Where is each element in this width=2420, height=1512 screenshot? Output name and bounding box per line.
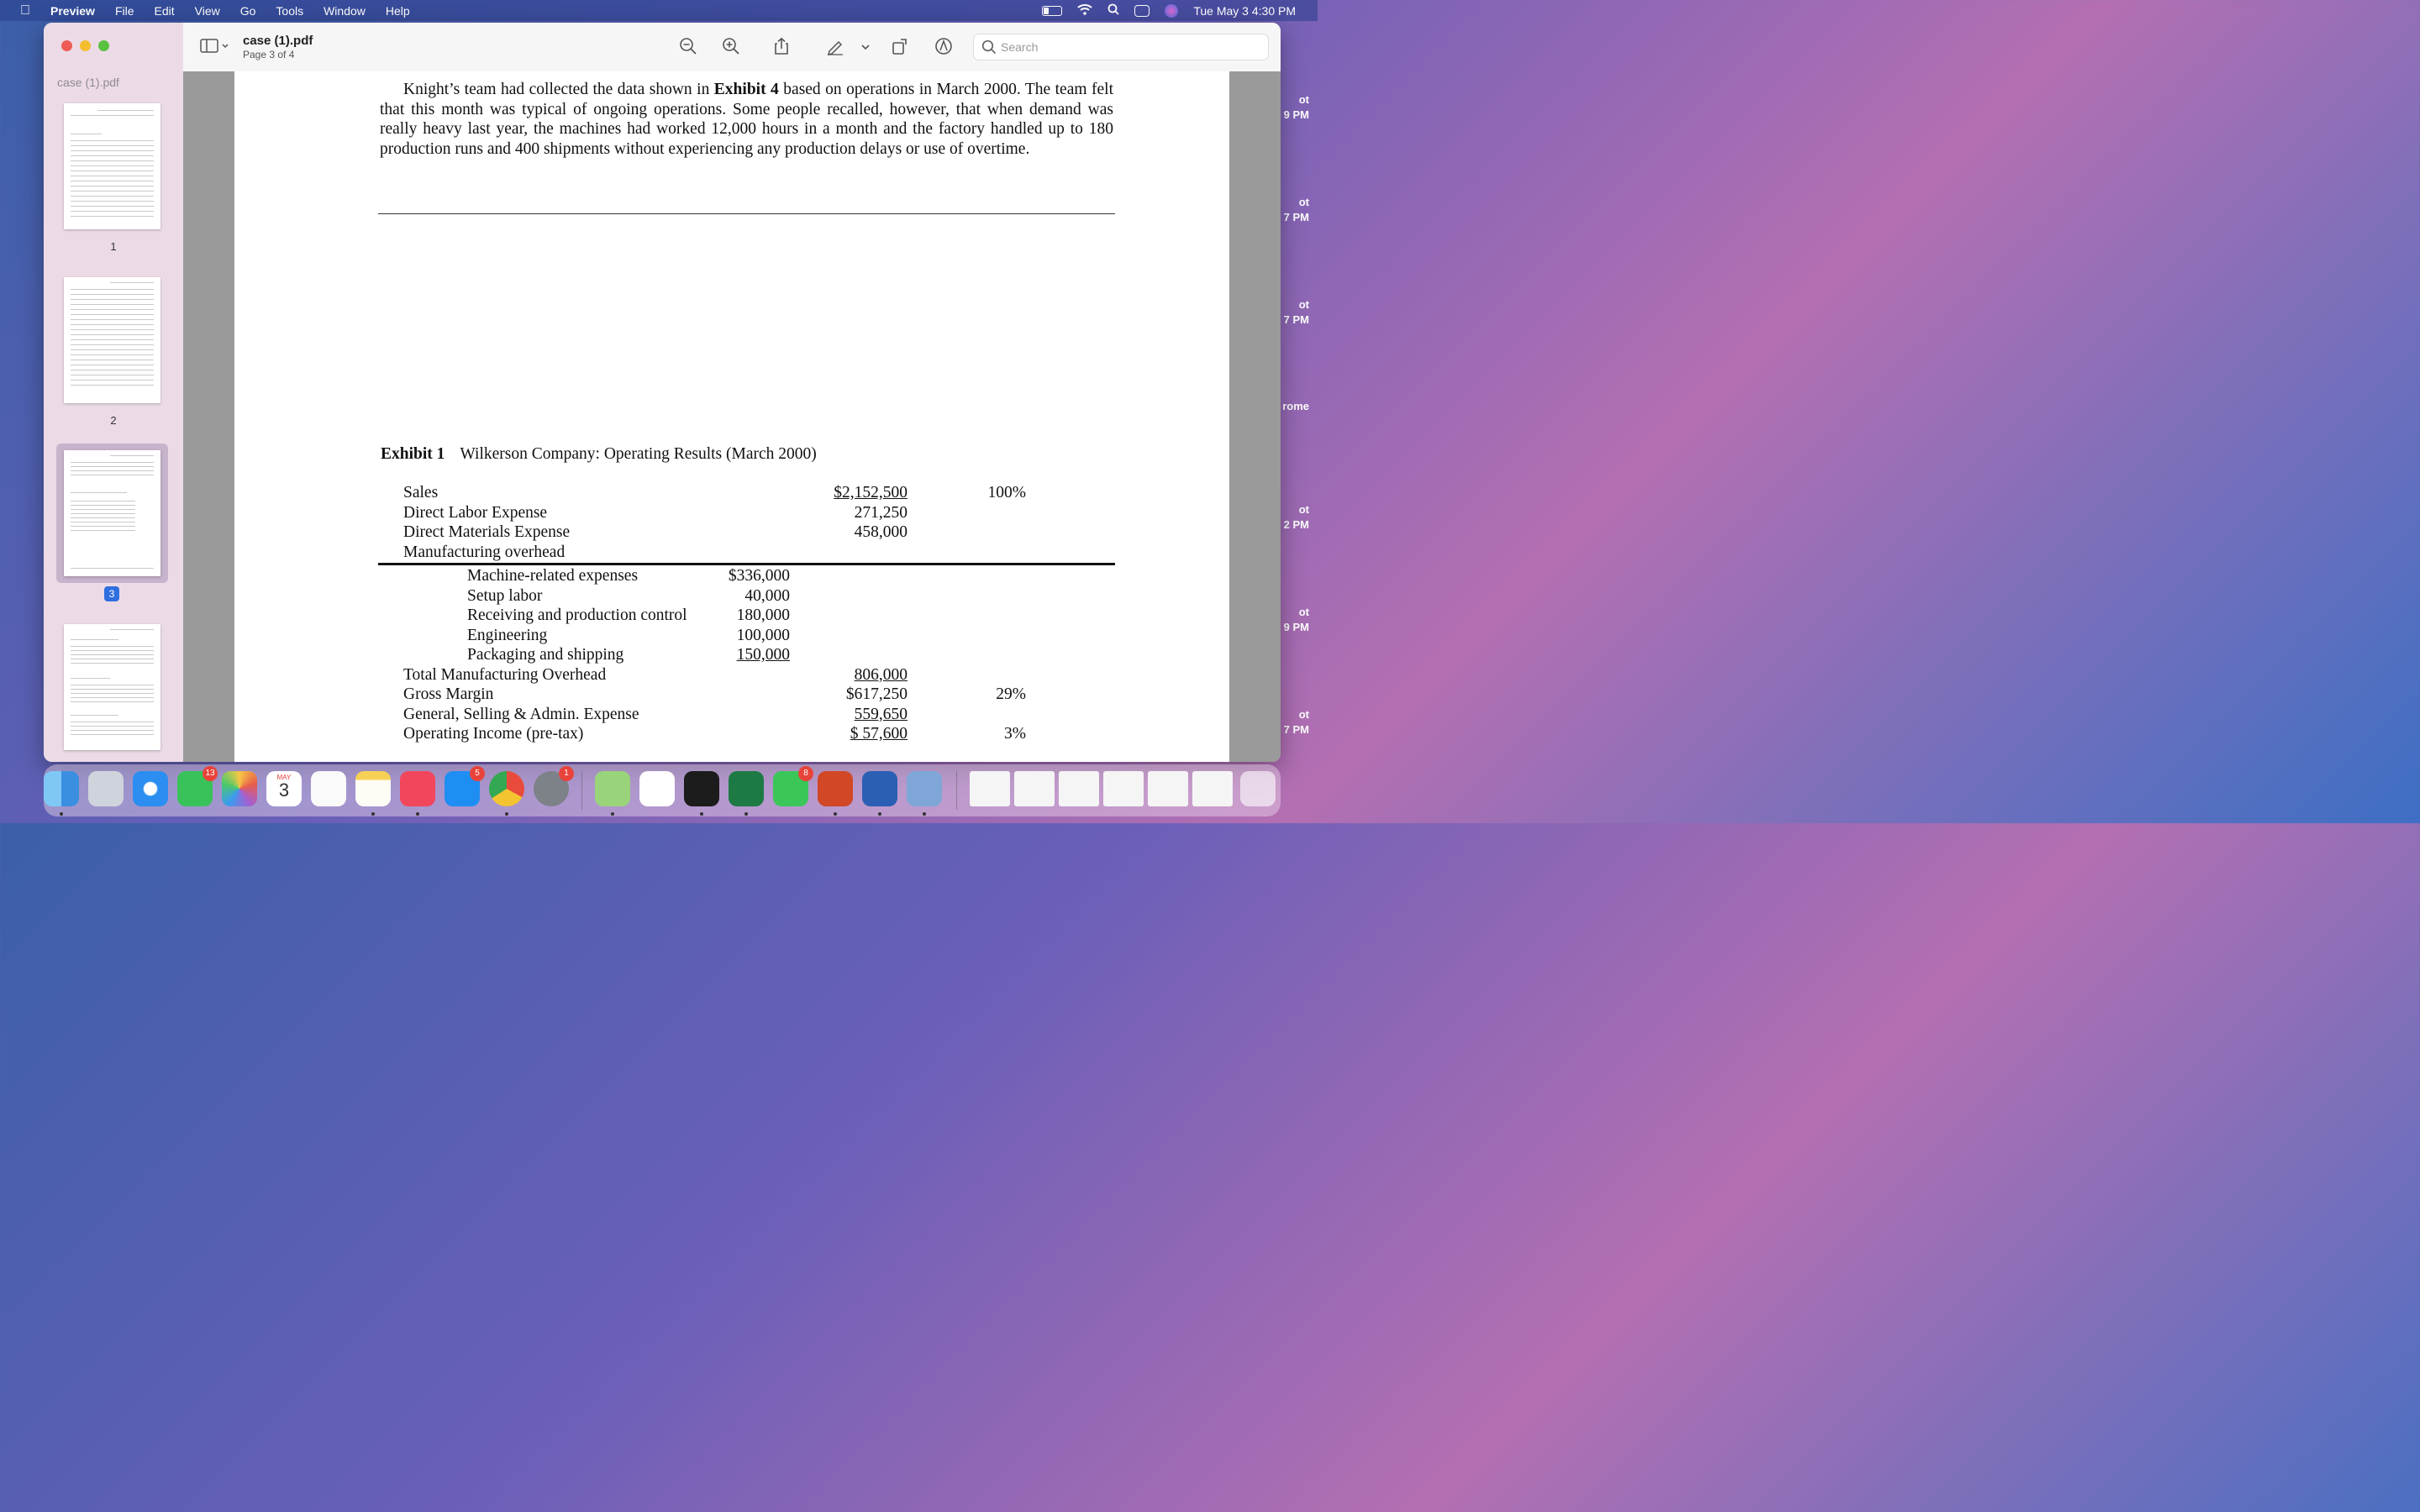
dock (44, 764, 1281, 816)
word-icon[interactable] (862, 771, 897, 806)
chevron-down-icon[interactable] (860, 37, 871, 55)
spotlight-icon[interactable] (1107, 3, 1119, 18)
calendar-day: 3 (278, 780, 290, 801)
calendar-icon[interactable] (266, 771, 302, 806)
table-row-label: Engineering (467, 626, 548, 644)
search-field[interactable] (973, 34, 1269, 60)
page-thumbnail-3[interactable] (64, 450, 160, 576)
zoom-in-icon[interactable] (722, 37, 740, 55)
notification-badge: 1 (559, 766, 574, 781)
exhibit-heading (381, 445, 817, 464)
document-view[interactable] (183, 71, 1281, 762)
running-indicator (923, 812, 926, 816)
running-indicator (611, 812, 614, 816)
page-indicator: Page 3 of 4 (243, 49, 295, 60)
running-indicator (834, 812, 837, 816)
selected-page-number: 3 (104, 586, 119, 601)
system-preferences-icon[interactable] (534, 771, 569, 806)
preview-icon[interactable] (907, 771, 942, 806)
document-title: case (1).pdf (243, 34, 313, 48)
table-cell-percent: 29% (996, 685, 1026, 703)
battery-icon[interactable] (1042, 6, 1062, 16)
slack-icon[interactable] (639, 771, 675, 806)
messages-icon[interactable] (773, 771, 808, 806)
minimize-button[interactable] (80, 40, 91, 51)
menu-app-name[interactable]: Preview (50, 3, 95, 18)
search-placeholder: Search (1001, 40, 1039, 54)
minimized-window-thumbnail[interactable] (1014, 771, 1055, 806)
table-row-label: Machine-related expenses (467, 567, 639, 585)
table-cell-amount: 271,250 (854, 503, 908, 522)
menu-edit[interactable]: Edit (154, 3, 175, 18)
safari-icon[interactable] (133, 771, 168, 806)
search-icon (981, 39, 997, 59)
running-indicator (60, 812, 63, 816)
notification-badge: 8 (798, 766, 813, 781)
table-row-label: Direct Materials Expense (403, 523, 571, 541)
table-row-label: Packaging and shipping (467, 646, 624, 664)
notification-badge: 13 (203, 766, 218, 781)
page-thumbnail-2[interactable] (64, 277, 160, 403)
maps-icon[interactable] (595, 771, 630, 806)
table-row-label: Setup labor (467, 586, 543, 605)
table-row-label: Operating Income (pre-tax) (403, 725, 584, 743)
minimized-window-thumbnail[interactable] (1103, 771, 1144, 806)
table-cell-percent: 3% (1004, 725, 1026, 743)
toolbar (183, 23, 1281, 72)
minimized-window-thumbnail[interactable] (1059, 771, 1099, 806)
minimized-window-thumbnail[interactable] (1148, 771, 1188, 806)
share-icon[interactable] (772, 37, 791, 55)
launchpad-icon[interactable] (88, 771, 124, 806)
table-cell-detail: 100,000 (736, 626, 790, 644)
table-cell-amount: $ 57,600 (850, 725, 908, 743)
table-rule (378, 563, 1115, 565)
photos-icon[interactable] (222, 771, 257, 806)
background-window-label[interactable]: rome (1282, 400, 1309, 412)
table-cell-amount: 559,650 (854, 705, 908, 723)
background-window-label[interactable]: ot 7 PM (1283, 708, 1309, 736)
page-thumbnail-4[interactable] (64, 624, 160, 750)
table-cell-detail: $336,000 (728, 567, 790, 585)
running-indicator (505, 812, 508, 816)
finder-icon[interactable] (44, 771, 79, 806)
zoom-button[interactable] (98, 40, 109, 51)
table-row-label: Gross Margin (403, 685, 494, 703)
menu-bar (0, 0, 1318, 21)
body-paragraph: Knight’s team had collected the data shown in Exhibit 4 based on operations in March 2000. The team felt that this month was typical of ongoing operations. Some people recalled, however, that when demand was really heavy last year, the machines had worked 12,000 hours in a month and the factory handled up to 180 production runs and 400 shipments without experiencing any production delays or use of overtime. (380, 81, 1113, 158)
chrome-icon[interactable] (489, 771, 524, 806)
table-cell-amount: 806,000 (854, 665, 908, 684)
powerpoint-icon[interactable] (818, 771, 853, 806)
activity-monitor-icon[interactable] (684, 771, 719, 806)
background-window-label[interactable]: ot 2 PM (1283, 503, 1309, 531)
table-row-label: Total Manufacturing Overhead (403, 665, 607, 684)
running-indicator (416, 812, 419, 816)
wifi-icon[interactable] (1077, 3, 1092, 18)
running-indicator (878, 812, 881, 816)
exhibit-reference: Exhibit 4 (713, 81, 779, 98)
trash-icon[interactable] (1240, 771, 1276, 806)
reminders-icon[interactable] (311, 771, 346, 806)
running-indicator (371, 812, 375, 816)
zoom-out-icon[interactable] (679, 37, 697, 55)
table-row-label: Direct Labor Expense (403, 503, 548, 522)
preview-window (44, 23, 1281, 762)
background-window-label[interactable]: ot 7 PM (1283, 298, 1309, 326)
siri-icon[interactable] (1165, 4, 1178, 18)
page-number-label: 1 (110, 240, 117, 253)
notes-icon[interactable] (355, 771, 391, 806)
exhibit-title: Wilkerson Company: Operating Results (March 2000) (460, 445, 817, 463)
table-row-label: Sales (403, 484, 439, 501)
page-thumbnail-1[interactable] (64, 103, 160, 229)
markup-pen-icon[interactable] (826, 37, 844, 55)
excel-icon[interactable] (729, 771, 764, 806)
control-center-icon[interactable] (1134, 5, 1150, 17)
table-cell-amount: $617,250 (845, 685, 908, 703)
menu-go[interactable]: Go (239, 3, 256, 18)
sidebar-toggle-icon[interactable] (200, 37, 230, 55)
table-cell-detail: 40,000 (744, 586, 790, 605)
section-divider (378, 213, 1115, 214)
rotate-icon[interactable] (891, 37, 909, 55)
sidebar-title: case (1).pdf (57, 76, 119, 89)
dock-separator (581, 771, 582, 810)
background-window-label[interactable]: ot 9 PM (1283, 606, 1309, 633)
running-indicator (744, 812, 748, 816)
notification-badge: 5 (470, 766, 485, 781)
page-number-label: 2 (110, 414, 117, 427)
table-row-label: Manufacturing overhead (403, 543, 566, 561)
table-row-label: Receiving and production control (467, 606, 687, 624)
minimized-window-thumbnail[interactable] (1192, 771, 1233, 806)
dock-separator (956, 771, 957, 810)
background-window-label[interactable]: ot 9 PM (1283, 93, 1309, 121)
menu-window[interactable]: Window (324, 3, 366, 18)
annotate-icon[interactable] (934, 37, 953, 55)
pdf-page (234, 71, 1229, 762)
minimized-window-thumbnail[interactable] (970, 771, 1010, 806)
background-window-label[interactable]: ot 7 PM (1283, 196, 1309, 223)
exhibit-label: Exhibit 1 (381, 445, 445, 463)
app-store-icon[interactable] (445, 771, 480, 806)
menu-help[interactable]: Help (385, 3, 410, 18)
table-cell-amount: 458,000 (854, 523, 908, 541)
table-cell-detail: 180,000 (736, 606, 790, 624)
apple-menu-icon[interactable] (20, 3, 37, 18)
menu-clock[interactable]: Tue May 3 4:30 PM (1193, 3, 1296, 18)
calendar-month: MAY (276, 774, 292, 781)
facetime-icon[interactable] (177, 771, 213, 806)
window-controls (61, 40, 109, 51)
music-icon[interactable] (400, 771, 435, 806)
running-indicator (700, 812, 703, 816)
close-button[interactable] (61, 40, 72, 51)
table-cell-amount: $2,152,500 (834, 484, 908, 501)
table-row-label: General, Selling & Admin. Expense (403, 705, 639, 723)
menu-view[interactable]: View (194, 3, 220, 18)
menu-file[interactable]: File (114, 3, 134, 18)
table-cell-percent: 100% (987, 484, 1026, 501)
table-cell-detail: 150,000 (736, 646, 790, 664)
menu-tools[interactable]: Tools (276, 3, 304, 18)
thumbnail-sidebar (44, 23, 183, 762)
